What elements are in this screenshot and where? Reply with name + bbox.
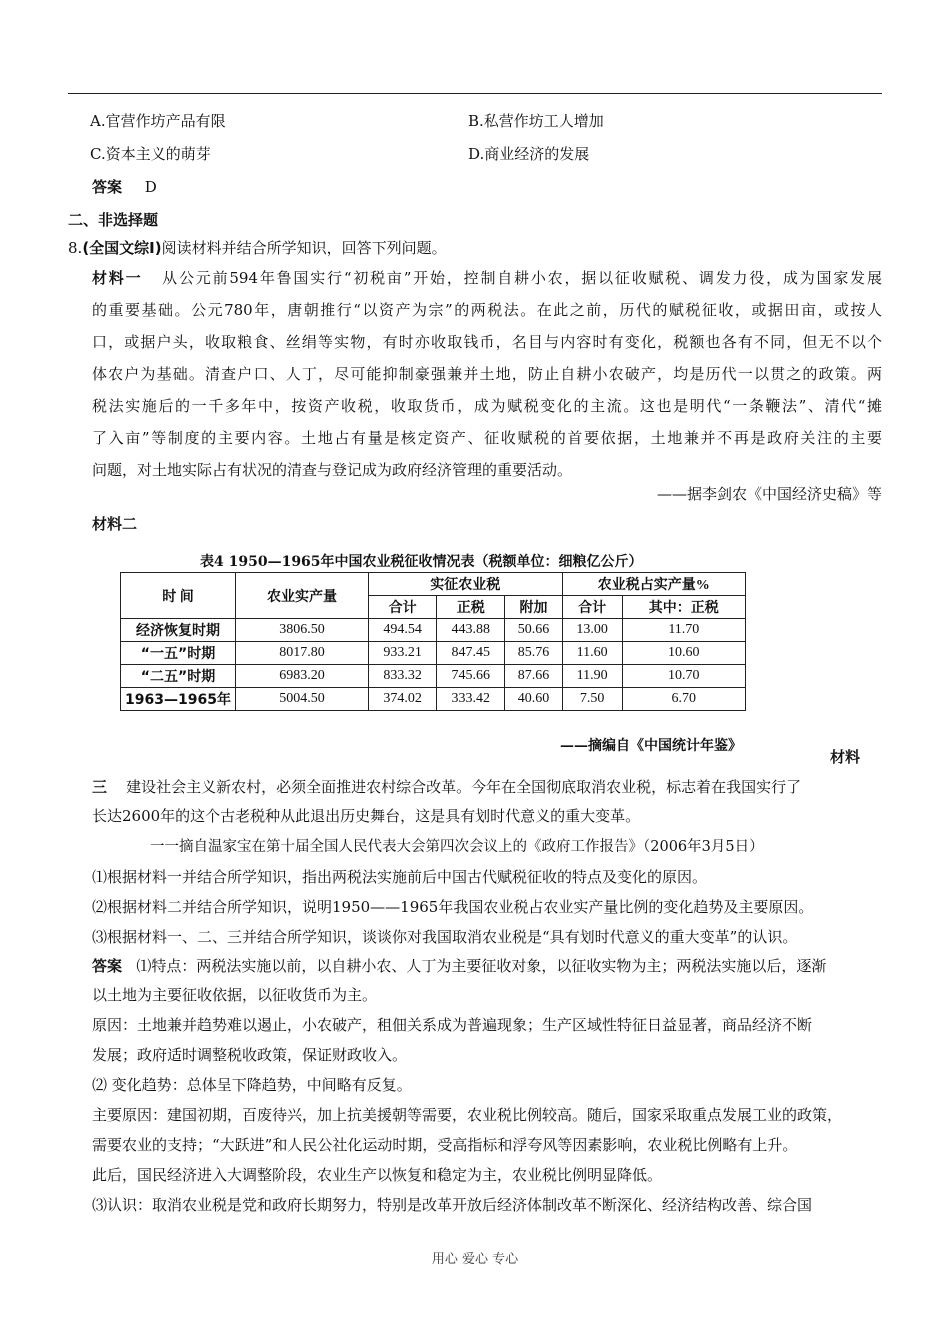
table-row	[121, 619, 746, 642]
answer-8-label: 答案	[92, 957, 123, 975]
header-rule	[68, 93, 882, 94]
answer-label: 答案	[92, 178, 123, 196]
material-1-line-5: 税法实施后的一千多年中，按资产收税，收取货币，成为赋税变化的主流。这也是明代“一条鞭法”、清代“摊	[92, 397, 882, 415]
cell: 833.32	[369, 665, 437, 688]
cell: 40.60	[505, 688, 562, 711]
cell: 10.60	[622, 642, 745, 665]
cell: 374.02	[369, 688, 437, 711]
answer-8-line-3: 原因：土地兼并趋势难以遏止，小农破产，租佃关系成为普遍现象；生产区域性特征日益显著，商品经济不断	[92, 1016, 813, 1034]
header-sum: 合计	[369, 596, 437, 619]
cell: 333.42	[437, 688, 505, 711]
cell: 11.60	[562, 642, 622, 665]
material-3-line-2: 长达2600年的这个古老税种从此退出历史舞台，这是具有划时代意义的重大变革。	[92, 807, 641, 825]
cell: 3806.50	[236, 619, 369, 642]
table-row	[121, 642, 746, 665]
answer-value: D	[144, 178, 157, 196]
answer-7	[92, 177, 157, 197]
header-sum2: 合计	[562, 596, 622, 619]
material-1-line-1	[92, 268, 882, 288]
cell: 11.70	[622, 619, 745, 642]
material-1-line-6: 了入亩”等制度的主要内容。土地占有量是核定资产、征收赋税的首要依据，土地兼并不再是政府关注的主要	[92, 429, 882, 447]
answer-8-line-2: 以土地为主要征收依据，以征收货币为主。	[92, 986, 378, 1004]
question-prompt: 阅读材料并结合所学知识，回答下列问题。	[161, 239, 447, 257]
cell-period: “一五”时期	[121, 642, 236, 665]
cell: 745.66	[437, 665, 505, 688]
header-time: 时 间	[121, 573, 236, 619]
material-3-label-right: 材料	[830, 748, 861, 766]
header-main: 正税	[437, 596, 505, 619]
material-3-line-1	[92, 777, 882, 797]
page-footer: 用心 爱心 专心	[431, 1252, 519, 1267]
cell: 50.66	[505, 619, 562, 642]
table-row	[121, 665, 746, 688]
header-ofmain: 其中：正税	[622, 596, 745, 619]
material-1-line-4: 体农户为基础。清查户口、人丁，尽可能抑制豪强兼并土地，防止自耕小农破产，均是历代一以贯之的政策。两	[92, 365, 882, 383]
question-2: ⑵根据材料二并结合所学知识，说明1950——1965年我国农业税占农业实产量比例的变化趋势及主要原因。	[92, 898, 814, 916]
answer-8-line-4: 发展；政府适时调整税收政策，保证财政收入。	[92, 1046, 408, 1064]
cell: 11.90	[562, 665, 622, 688]
header-levy: 实征农业税	[369, 573, 563, 596]
table-row	[121, 688, 746, 711]
option-a: A.官营作坊产品有限	[90, 112, 226, 130]
option-d: D.商业经济的发展	[468, 145, 590, 163]
cell: 933.21	[369, 642, 437, 665]
cell: 13.00	[562, 619, 622, 642]
question-source: (全国文综Ⅰ)	[82, 239, 162, 257]
cell-period: 1963—1965年	[121, 688, 236, 711]
cell: 87.66	[505, 665, 562, 688]
answer-8-line-9: ⑶认识：取消农业税是党和政府长期努力，特别是改革开放后经济体制改革不断深化、经济结构改善、综合国	[92, 1196, 813, 1214]
cell: 10.70	[622, 665, 745, 688]
cell: 85.76	[505, 642, 562, 665]
table-caption: 表4 1950—1965年中国农业税征收情况表（税额单位：细粮亿公斤）	[200, 554, 643, 570]
option-b: B.私营作坊工人增加	[468, 112, 604, 130]
cell-period: 经济恢复时期	[121, 619, 236, 642]
cell: 847.45	[437, 642, 505, 665]
answer-8-text-1: ⑴特点：两税法实施以前，以自耕小农、人丁为主要征收对象，以征收实物为主；两税法实施以后，逐渐	[136, 957, 827, 975]
answer-8-line-6: 主要原因：建国初期，百废待兴，加上抗美援朝等需要，农业税比例较高。随后，国家采取重点发展工业的政策，	[92, 1106, 843, 1124]
question-3: ⑶根据材料一、二、三并结合所学知识，谈谈你对我国取消农业税是“具有划时代意义的重大变革”的认识。	[92, 928, 798, 946]
material-2-label: 材料二	[92, 515, 138, 533]
material-1-source: ——据李剑农《中国经济史稿》等	[656, 485, 882, 503]
table-header-row	[121, 573, 746, 596]
header-ratio: 农业税占实产量%	[562, 573, 745, 596]
cell: 5004.50	[236, 688, 369, 711]
material-3-text-1: 建设社会主义新农村，必须全面推进农村综合改革。今年在全国彻底取消农业税，标志着在我国实行了	[126, 778, 802, 796]
material-1-line-7: 问题，对土地实际占有状况的清查与登记成为政府经济管理的重要活动。	[92, 461, 573, 479]
question-8-header	[68, 238, 447, 258]
cell: 6.70	[622, 688, 745, 711]
answer-8-line-1	[92, 956, 882, 976]
cell: 7.50	[562, 688, 622, 711]
cell: 8017.80	[236, 642, 369, 665]
option-c: C.资本主义的萌芽	[90, 145, 211, 163]
material-1-line-3: 口，或据户头，收取粮食、丝绢等实物，有时亦收取钱币，名目与内容时有变化，税额也各有不同，但无不以个	[92, 333, 882, 351]
cell: 494.54	[369, 619, 437, 642]
cell: 6983.20	[236, 665, 369, 688]
material-1-line-2: 的重要基础。公元780年，唐朝推行“以资产为宗”的两税法。在此之前，历代的赋税征收，或据田亩，或按人	[92, 301, 882, 319]
material-1-text: 从公元前594年鲁国实行“初税亩”开始，控制自耕小农，据以征收赋税、调发力役，成为国家发展	[162, 269, 882, 287]
tax-table	[120, 572, 746, 711]
material-1-label: 材料一	[92, 269, 143, 287]
answer-8-line-5: ⑵ 变化趋势：总体呈下降趋势，中间略有反复。	[92, 1076, 412, 1094]
question-1: ⑴根据材料一并结合所学知识，指出两税法实施前后中国古代赋税征收的特点及变化的原因。	[92, 868, 708, 886]
answer-8-line-8: 此后，国民经济进入大调整阶段，农业生产以恢复和稳定为主，农业税比例明显降低。	[92, 1166, 663, 1184]
material-3-label-left: 三	[92, 778, 108, 796]
section-heading: 二、非选择题	[68, 211, 159, 229]
question-number: 8.	[68, 239, 83, 257]
header-output: 农业实产量	[236, 573, 369, 619]
answer-8-line-7: 需要农业的支持；“大跃进”和人民公社化运动时期，受高指标和浮夸风等因素影响，农业税比例略有上升。	[92, 1136, 798, 1154]
cell: 443.88	[437, 619, 505, 642]
material-3-source: 一一摘自温家宝在第十届全国人民代表大会第四次会议上的《政府工作报告》（2006年3月5日）	[150, 839, 764, 855]
cell-period: “二五”时期	[121, 665, 236, 688]
material-2-source: ——摘编自《中国统计年鉴》	[560, 738, 742, 754]
header-extra: 附加	[505, 596, 562, 619]
